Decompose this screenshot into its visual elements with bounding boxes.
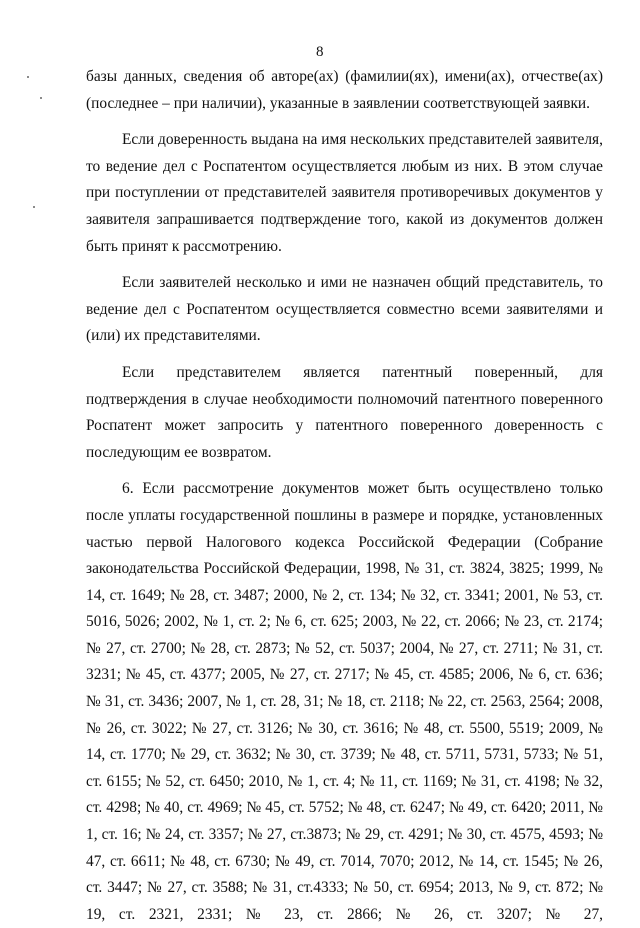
- paragraph-item-6: 6. Если рассмотрение документов может быть осуществлено только после уплаты государственной пошлины в размере и порядке, установленных частью первой Налогового кодекса Российской Федерации (Собрание законодательства Российской Федерации, 1998, № 31, ст. 3824, 3825; 1999, № 14, ст. 1649; № 28, ст. 3487; 2000, № 2, ст. 134; № 32, ст. 3341; 2001, № 53, ст. 5016, 5026; 2002, № 1, ст. 2; № 6, ст. 625; 2003, № 22, ст. 2066; № 23, ст. 2174; № 27, ст. 2700; № 28, ст. 2873; № 52, ст. 5037; 2004, № 27, ст. 2711; № 31, ст. 3231; № 45, ст. 4377; 2005, № 27, ст. 2717; № 45, ст. 4585; 2006, № 6, ст. 636; № 31, ст. 3436; 2007, № 1, ст. 28, 31; № 18, ст. 2118; № 22, ст. 2563, 2564; 2008, № 26, ст. 3022; № 27, ст. 3126; № 30, ст. 3616; № 48, ст. 5500, 5519; 2009, № 14, ст. 1770; № 29, ст. 3632; № 30, ст. 3739; № 48, ст. 5711, 5731, 5733; № 51, ст. 6155; № 52, ст. 6450; 2010, № 1, ст. 4; № 11, ст. 1169; № 31, ст. 4198; № 32, ст. 4298; № 40, ст. 4969; № 45, ст. 5752; № 48, ст. 6247; № 49, ст. 6420; 2011, № 1, ст. 16; № 24, ст. 3357; № 27, ст.3873; № 29, ст. 4291; № 30, ст. 4575, 4593; № 47, ст. 6611; № 48, ст. 6730; № 49, ст. 7014, 7070; 2012, № 14, ст. 1545; № 26, ст. 3447; № 27, ст. 3588; № 31, ст.4333; № 50, ст. 6954; 2013, № 9, ст. 872; № 19, ст. 2321, 2331; № 23, ст. 2866; № 26, ст. 3207; № 27,: [86, 480, 603, 923]
- paragraph-patent-attorney: Если представителем является патентный поверенный, для подтверждения в случае необходимости полномочий патентного поверенного Роспатент может запросить у патентного поверенного доверенность с последующим ее возвратом.: [86, 363, 603, 461]
- scan-speck: [27, 76, 29, 78]
- page-number: 8: [316, 44, 324, 60]
- paragraph-continuation: базы данных, сведения об авторе(ах) (фамилии(ях), имени(ах), отчестве(ах) (последнее – при наличии), указанные в заявлении соответствующей заявки.: [86, 68, 603, 112]
- document-body: [86, 64, 603, 928]
- scan-speck: [33, 206, 35, 208]
- paragraph-multiple-applicants: Если заявителей несколько и ими не назначен общий представитель, то ведение дел с Роспатентом осуществляется совместно всеми заявителями и (или) их представителями.: [86, 274, 603, 345]
- paragraph-multiple-representatives: Если доверенность выдана на имя нескольких представителей заявителя, то ведение дел с Роспатентом осуществляется любым из них. В этом случае при поступлении от представителей заявителя противоречивых документов у заявителя запрашивается подтверждение того, какой из документов должен быть принят к рассмотрению.: [86, 131, 603, 255]
- scan-speck: [40, 97, 42, 99]
